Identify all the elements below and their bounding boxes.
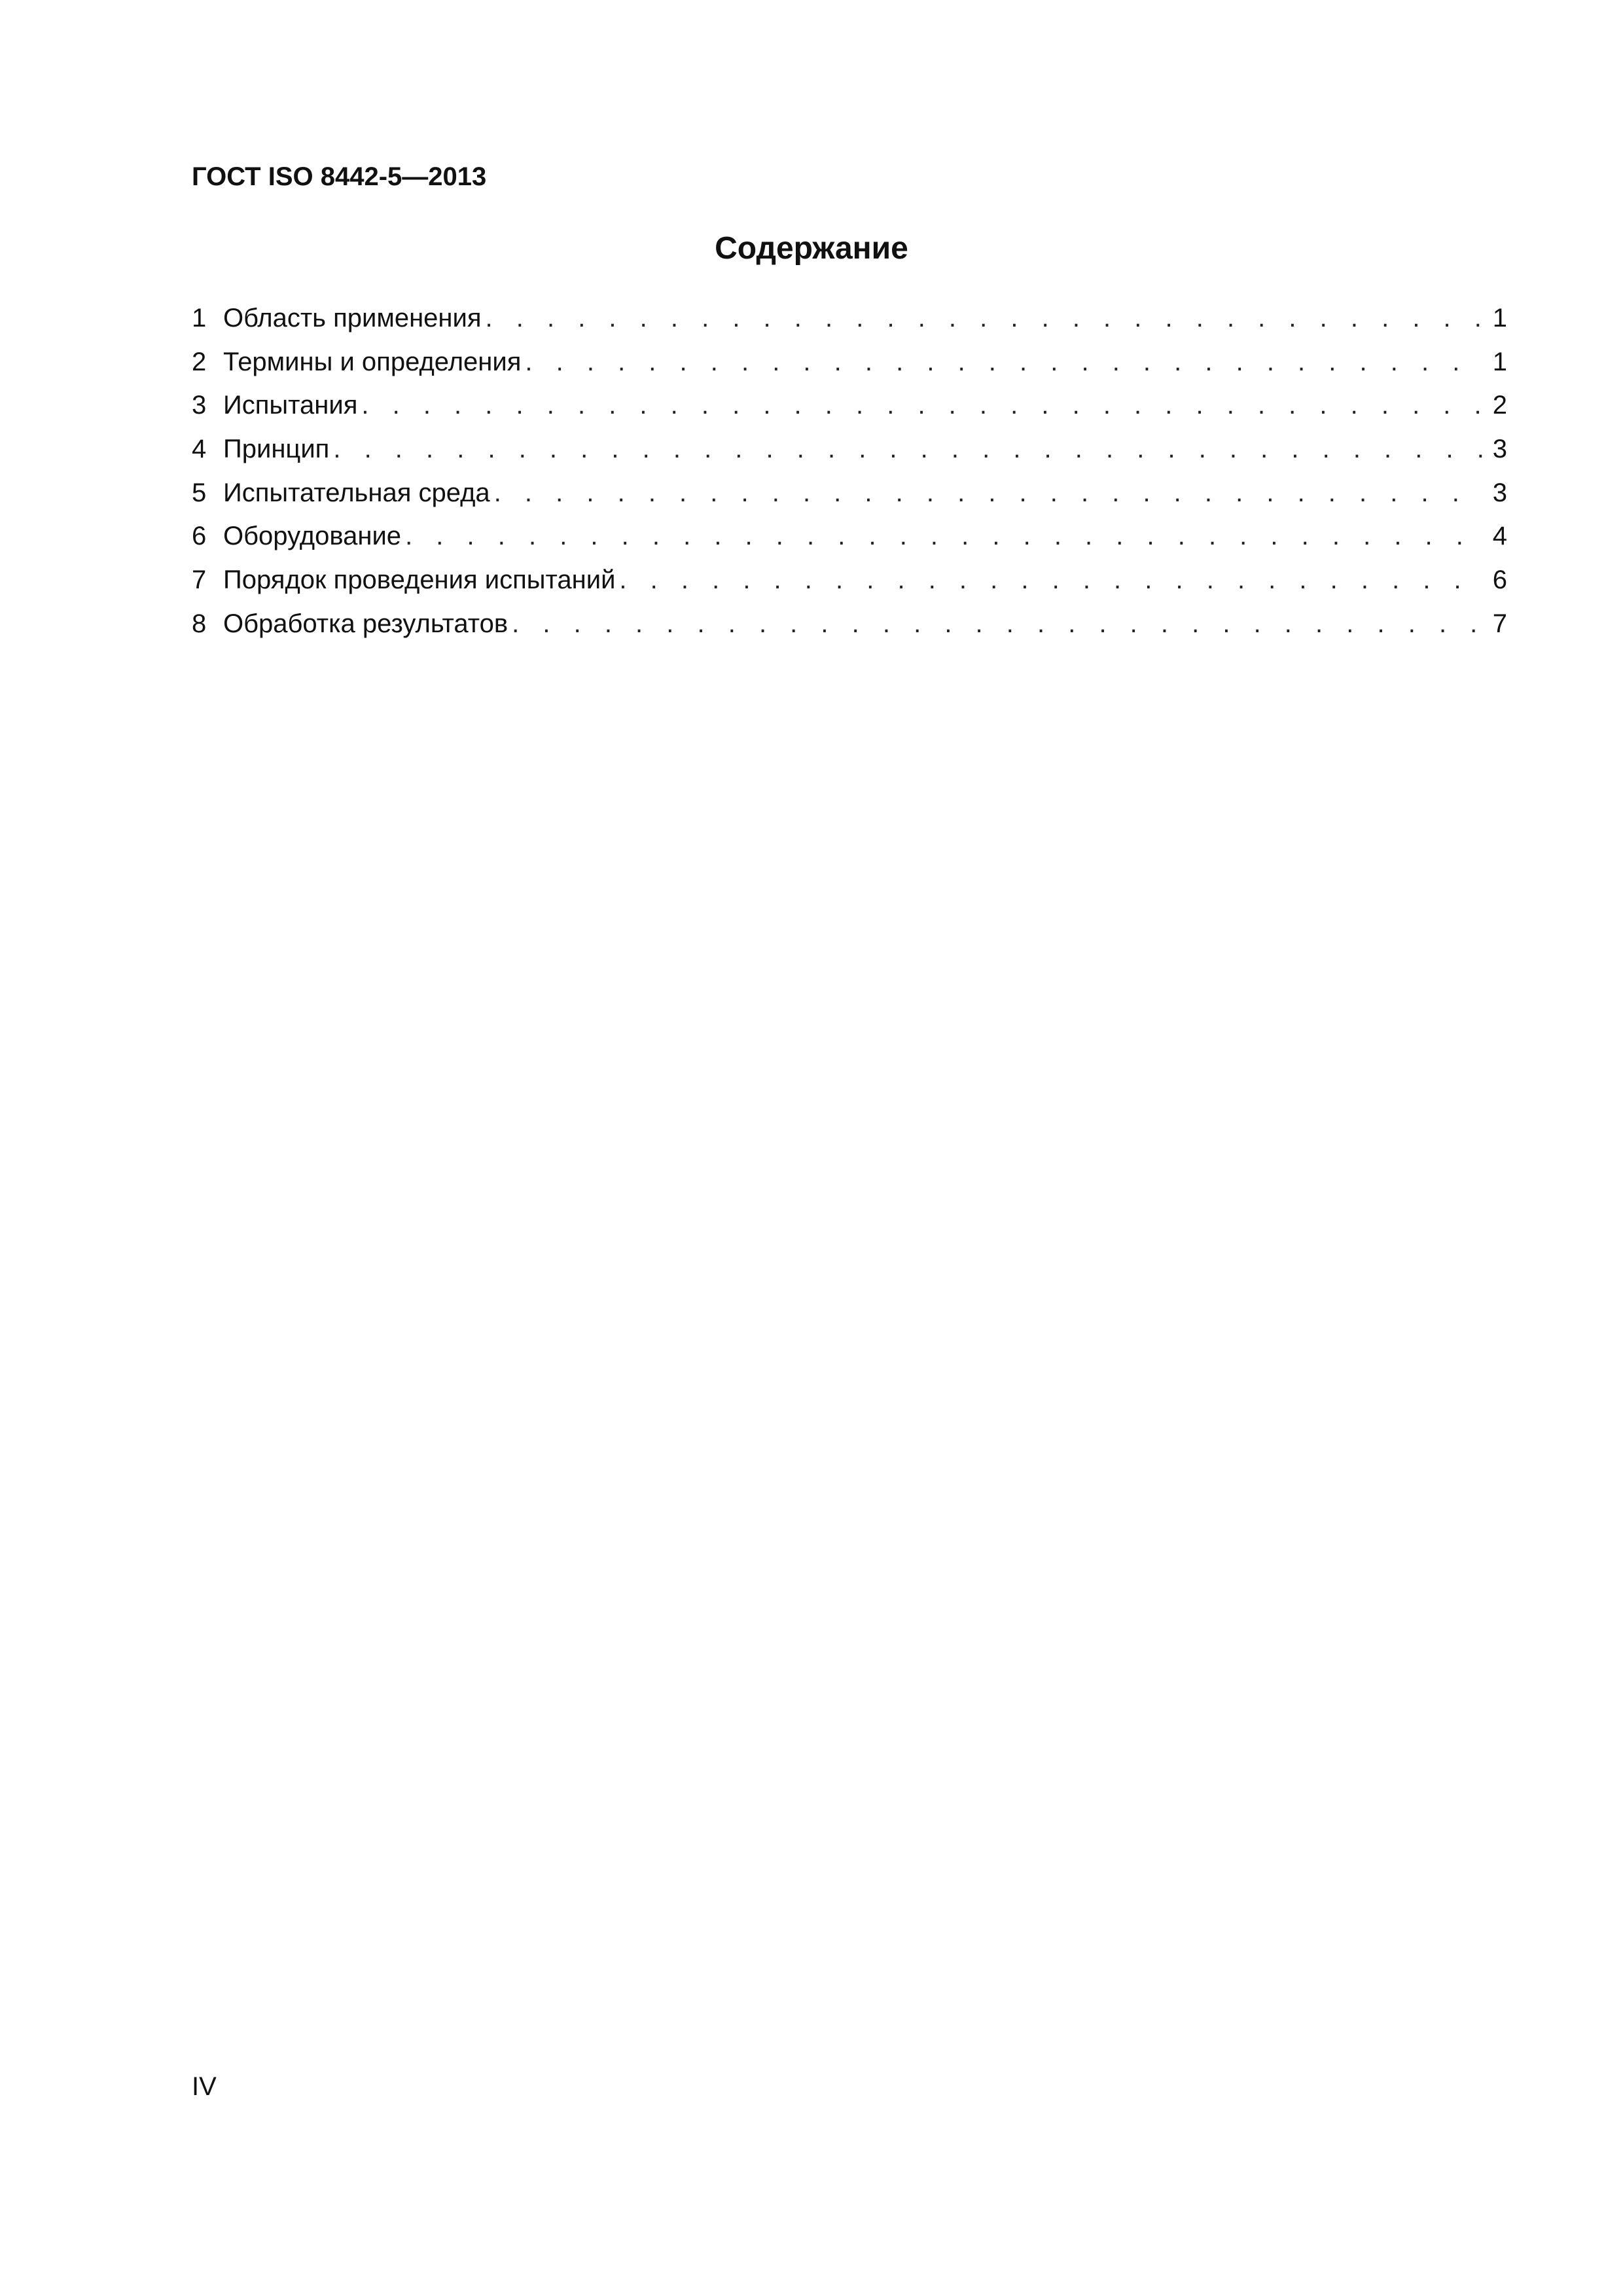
toc-dot-leader — [361, 384, 1484, 427]
toc-entry-page: 3 — [1492, 478, 1507, 507]
toc-entry[interactable] — [192, 340, 1507, 384]
toc-entry-title: Испытания — [223, 391, 358, 420]
table-of-contents — [192, 296, 1507, 646]
toc-dot-leader — [333, 427, 1484, 471]
toc-title: Содержание — [715, 231, 908, 266]
toc-entry-title: Принцип — [223, 435, 330, 464]
toc-entry-page: 7 — [1492, 609, 1507, 638]
toc-entry-page: 1 — [1492, 347, 1507, 376]
toc-dot-leader — [512, 602, 1485, 646]
page-number: IV — [192, 2072, 217, 2101]
toc-entry-title: Оборудование — [223, 522, 402, 551]
toc-entry[interactable] — [192, 602, 1507, 646]
toc-entry[interactable] — [192, 514, 1507, 558]
toc-entry[interactable] — [192, 427, 1507, 471]
document-code: ГОСТ ISO 8442-5—2013 — [192, 162, 487, 191]
toc-entry-number: 3 — [192, 391, 207, 420]
toc-entry[interactable] — [192, 471, 1507, 515]
toc-entry-title: Термины и определения — [223, 347, 522, 376]
toc-entry-title: Порядок проведения испытаний — [223, 565, 616, 595]
toc-entry-number: 1 — [192, 304, 207, 332]
toc-entry-title: Область применения — [223, 304, 482, 332]
toc-entry[interactable] — [192, 296, 1507, 340]
toc-entry-page: 6 — [1492, 565, 1507, 595]
toc-entry[interactable] — [192, 558, 1507, 602]
toc-entry-number: 7 — [192, 565, 207, 595]
toc-entry-title: Испытательная среда — [223, 478, 490, 507]
toc-entry-number: 5 — [192, 478, 207, 507]
toc-dot-leader — [405, 514, 1485, 558]
toc-entry-number: 8 — [192, 609, 207, 638]
toc-entry-number: 4 — [192, 435, 207, 464]
toc-dot-leader — [525, 340, 1484, 384]
toc-entry[interactable] — [192, 384, 1507, 427]
toc-entry-page: 1 — [1492, 304, 1507, 332]
toc-entry-number: 2 — [192, 347, 207, 376]
toc-dot-leader — [619, 558, 1484, 602]
toc-entry-page: 4 — [1492, 522, 1507, 551]
toc-dot-leader — [486, 296, 1485, 340]
toc-entry-page: 2 — [1492, 391, 1507, 420]
toc-entry-title: Обработка результатов — [223, 609, 508, 638]
toc-entry-number: 6 — [192, 522, 207, 551]
toc-entry-page: 3 — [1492, 435, 1507, 464]
toc-dot-leader — [494, 471, 1485, 515]
